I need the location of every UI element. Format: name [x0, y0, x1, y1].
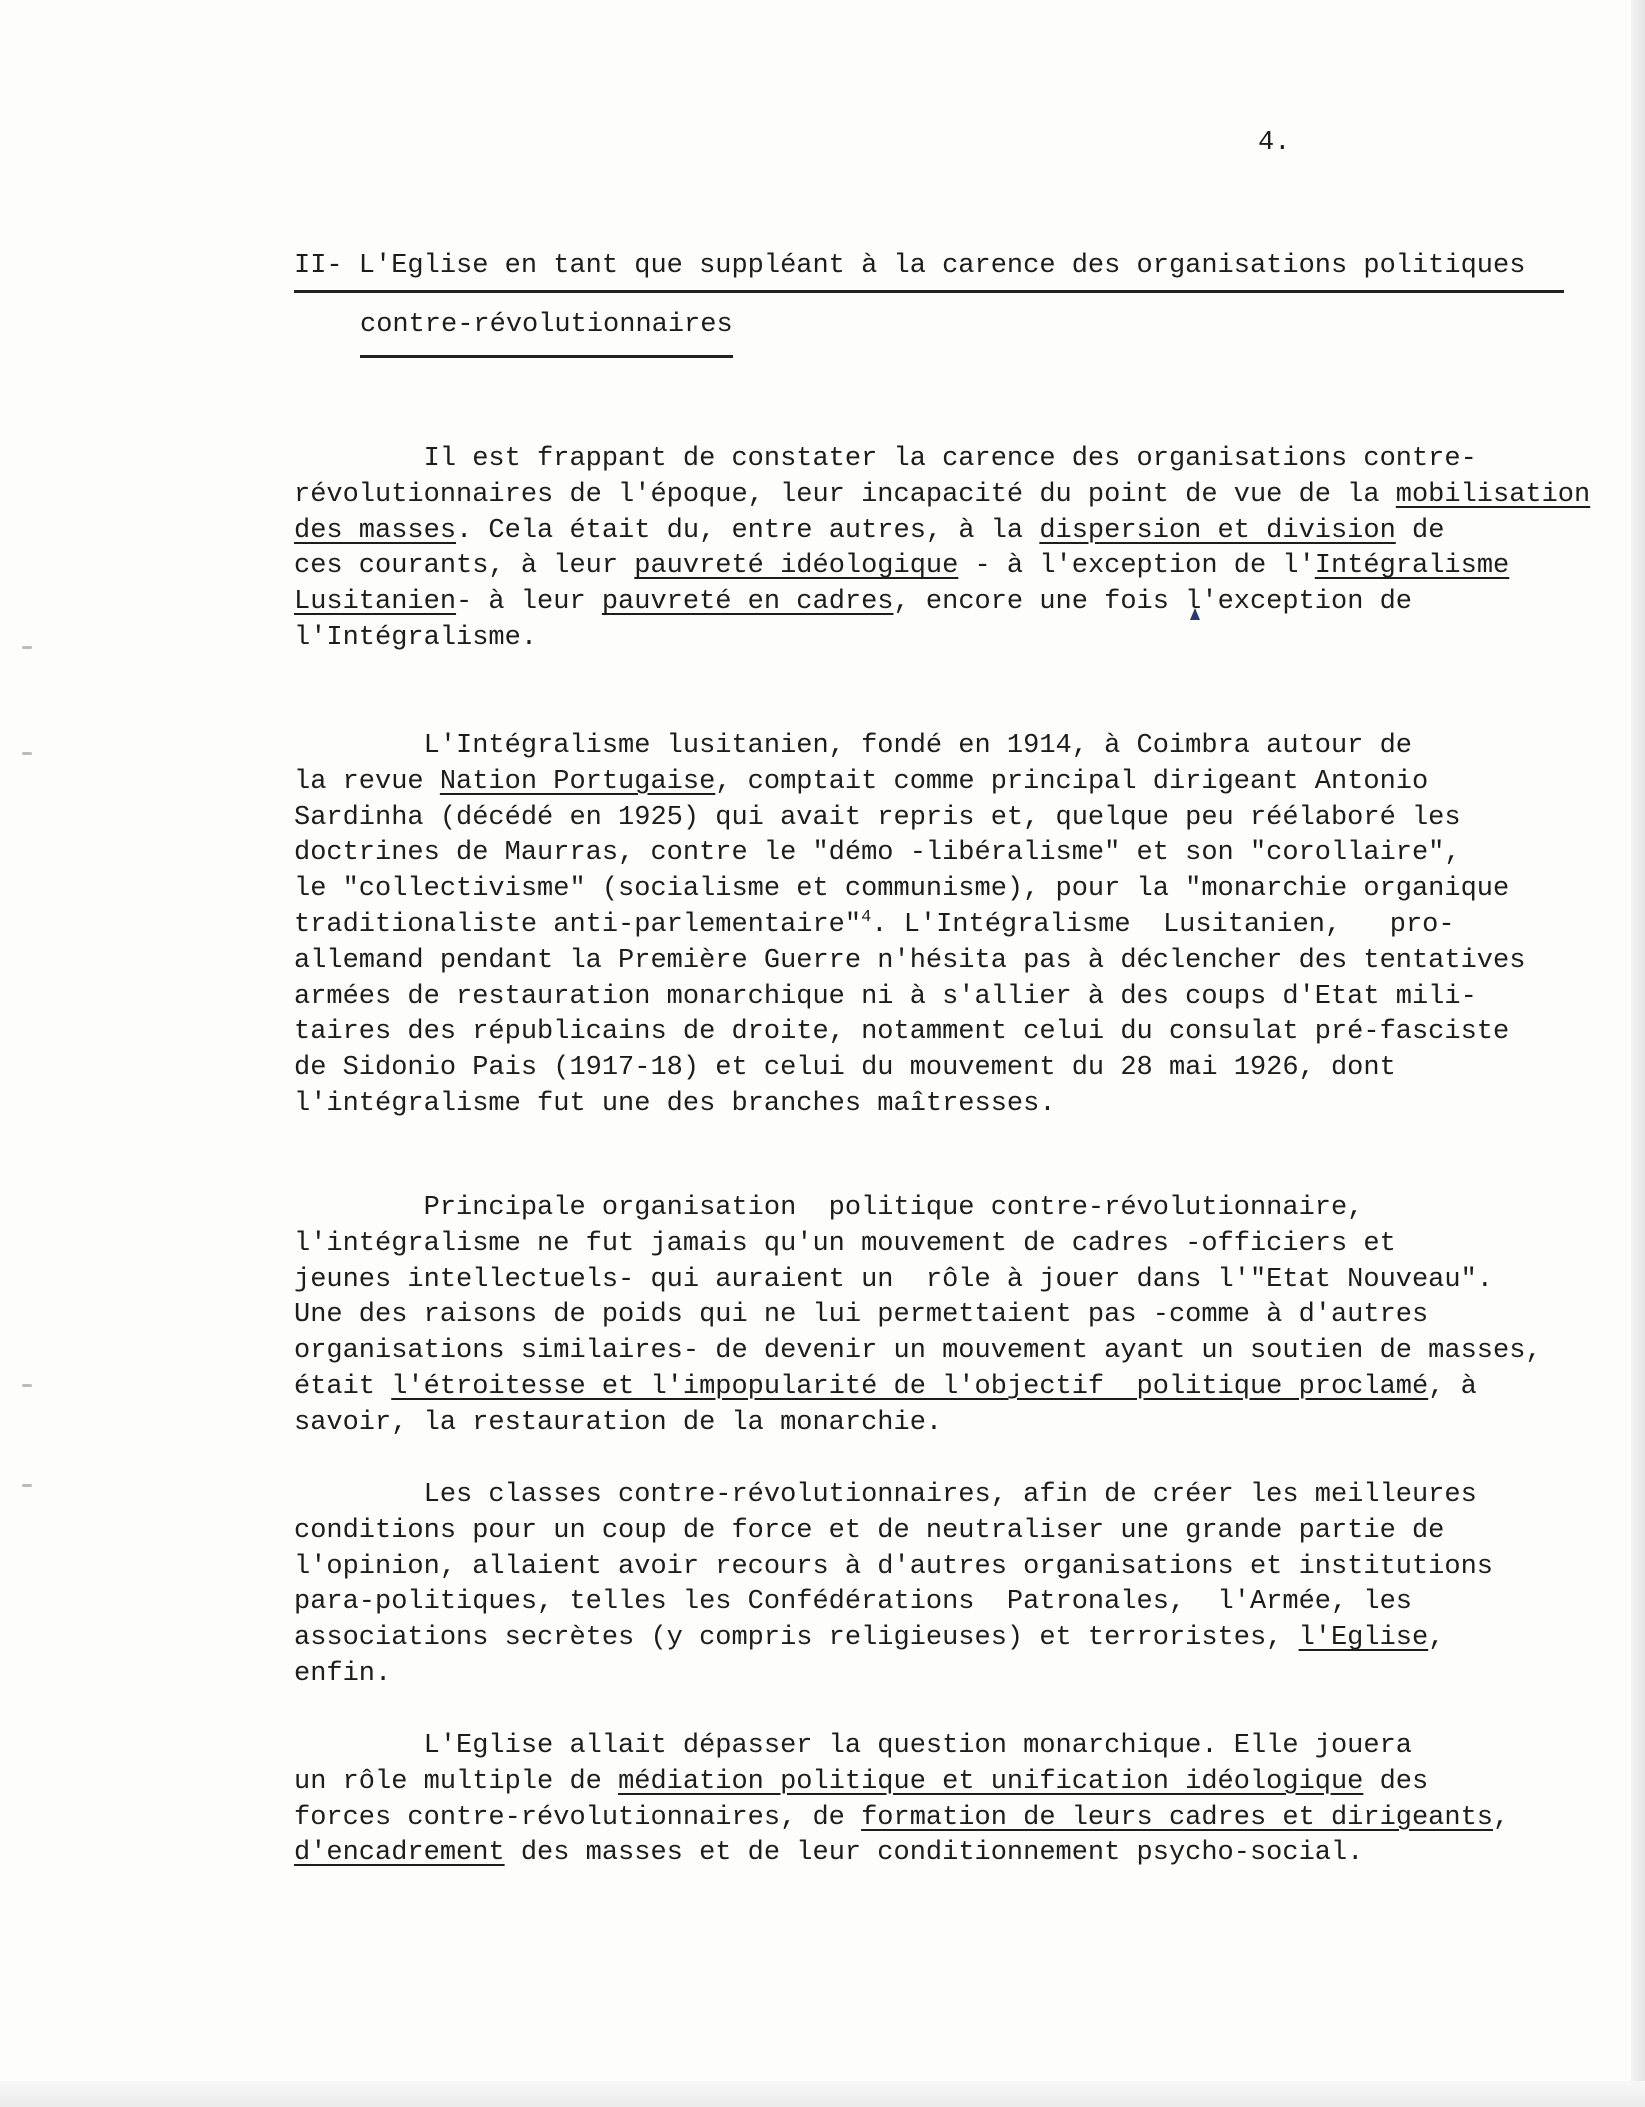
text-run: L'Intégralisme lusitanien, fondé en 1914, à Coimbra autour de: [294, 731, 1412, 761]
text-run: organisations similaires- de devenir un mouvement ayant un soutien de masses,: [294, 1336, 1542, 1367]
margin-mark: [22, 1384, 32, 1387]
text-run: , comptait comme principal dirigeant Antonio: [715, 766, 1429, 797]
underlined-text: des masses: [294, 515, 457, 546]
paragraph-3: [294, 1191, 1634, 1442]
text-run: - à l'exception de l': [958, 551, 1315, 582]
text-line: [294, 729, 1634, 765]
text-run: savoir, la restauration de la monarchie.: [294, 1407, 943, 1438]
text-line: [294, 944, 1634, 980]
text-line: [294, 1406, 1634, 1442]
text-run: - à leur: [456, 587, 602, 618]
text-run: des: [1363, 1766, 1429, 1797]
text-run: Il est frappant de constater la carence des organisations contre-: [294, 444, 1477, 474]
text-run: , encore une fois l'exception de: [893, 587, 1412, 618]
underlined-text: pauvreté en cadres: [601, 587, 894, 618]
text-run: doctrines de Maurras, contre le "démo -libéralisme" et son "corollaire",: [294, 838, 1461, 869]
text-line: [294, 1051, 1634, 1087]
text-line: [294, 908, 1634, 944]
text-line: [294, 765, 1634, 801]
text-line: [294, 549, 1634, 585]
text-run: , à: [1428, 1371, 1477, 1402]
text-line: [294, 1478, 1634, 1514]
text-run: des masses et de leur conditionnement psycho-social.: [504, 1838, 1364, 1869]
text-run: Sardinha (décédé en 1925) qui avait repris et, quelque peu réélaboré les: [294, 802, 1461, 833]
text-run: l'opinion, allaient avoir recours à d'autres organisations et institutions: [294, 1551, 1493, 1582]
text-line: [294, 1334, 1634, 1370]
underlined-text: Intégralisme: [1314, 551, 1510, 582]
text-run: L'Eglise allait dépasser la question monarchique. Elle jouera: [294, 1731, 1412, 1761]
text-run: révolutionnaires de l'époque, leur incapacité du point de vue de la: [294, 479, 1396, 510]
text-line: [294, 1765, 1634, 1801]
text-line: [294, 836, 1634, 872]
text-line: [294, 1801, 1634, 1837]
text-run: de: [1395, 515, 1445, 546]
underlined-text: Nation Portugaise: [439, 766, 716, 797]
text-line: [294, 1585, 1634, 1621]
text-run: était: [294, 1371, 392, 1402]
text-line: [294, 872, 1634, 908]
underlined-text: Lusitanien: [294, 587, 457, 618]
margin-mark: [22, 752, 32, 755]
text-line: [294, 585, 1634, 621]
paragraph-4: [294, 1478, 1634, 1693]
underlined-text: d'encadrement: [294, 1838, 505, 1869]
paragraph-5: [294, 1729, 1634, 1872]
text-run: traditionaliste anti-parlementaire": [294, 909, 862, 940]
text-run: para-politiques, telles les Confédérations Patronales, l'Armée, les: [294, 1587, 1412, 1618]
text-run: ces courants, à leur: [294, 551, 635, 582]
text-run: forces contre-révolutionnaires, de: [294, 1802, 862, 1833]
underlined-text: l'Eglise: [1298, 1623, 1429, 1654]
underlined-text: dispersion et division: [1039, 515, 1396, 546]
section-heading-line-2: contre-révolutionnaires: [360, 307, 733, 358]
section-heading-line-1: II- L'Eglise en tant que suppléant à la carence des organisations politiques: [294, 248, 1564, 293]
text-line: [294, 1227, 1634, 1263]
underlined-text: mobilisation: [1395, 479, 1591, 510]
margin-mark: [22, 646, 32, 649]
text-run: l'intégralisme ne fut jamais qu'un mouvement de cadres -officiers et: [294, 1228, 1396, 1259]
underlined-text: l'étroitesse et l'impopularité de l'objectif politique proclamé: [391, 1371, 1429, 1402]
text-line: [294, 801, 1634, 837]
text-line: [294, 1087, 1634, 1123]
text-run: . L'Intégralisme Lusitanien, pro-: [871, 909, 1455, 940]
text-line: [294, 1550, 1634, 1586]
text-run: l'Intégralisme.: [294, 622, 538, 653]
text-run: Une des raisons de poids qui ne lui permettaient pas -comme à d'autres: [294, 1300, 1429, 1331]
text-line: [294, 1298, 1634, 1334]
text-line: [294, 1015, 1634, 1051]
text-run: un rôle multiple de: [294, 1766, 619, 1797]
paragraph-2: [294, 729, 1634, 1123]
text-run: la revue: [294, 766, 440, 797]
text-line: [294, 514, 1634, 550]
text-line: [294, 1836, 1634, 1872]
text-run: taires des républicains de droite, notamment celui du consulat pré-fasciste: [294, 1017, 1510, 1048]
text-run: conditions pour un coup de force et de neutraliser une grande partie de: [294, 1515, 1445, 1546]
text-line: [294, 1657, 1634, 1693]
underlined-text: pauvreté idéologique: [634, 551, 959, 582]
text-line: [294, 1729, 1634, 1765]
text-line: [294, 1191, 1634, 1227]
text-run: de Sidonio Pais (1917-18) et celui du mouvement du 28 mai 1926, dont: [294, 1053, 1396, 1084]
text-run: jeunes intellectuels- qui auraient un rôle à jouer dans l'"Etat Nouveau".: [294, 1264, 1493, 1295]
footnote-ref: 4: [861, 907, 872, 927]
section-heading: [294, 248, 1564, 358]
text-run: . Cela était du, entre autres, à la: [456, 515, 1040, 546]
text-line: [294, 1621, 1634, 1657]
text-line: [294, 1370, 1634, 1406]
text-run: armées de restauration monarchique ni à s'allier à des coups d'Etat mili-: [294, 981, 1477, 1012]
text-run: associations secrètes (y compris religieuses) et terroristes,: [294, 1623, 1299, 1654]
text-run: Principale organisation politique contre-révolutionnaire,: [294, 1193, 1364, 1223]
margin-mark: [22, 1484, 32, 1487]
text-line: [294, 442, 1634, 478]
text-line: [294, 621, 1634, 657]
text-line: [294, 1263, 1634, 1299]
text-run: allemand pendant la Première Guerre n'hésita pas à déclencher des tentatives: [294, 945, 1526, 976]
text-line: [294, 980, 1634, 1016]
underlined-text: formation de leurs cadres et dirigeants: [861, 1802, 1493, 1833]
page-bottom-shadow: [0, 2081, 1645, 2107]
text-line: [294, 478, 1634, 514]
text-line: [294, 1514, 1634, 1550]
text-run: l'intégralisme fut une des branches maîtresses.: [294, 1088, 1056, 1119]
underlined-text: médiation politique et unification idéologique: [618, 1766, 1364, 1797]
text-run: ,: [1493, 1802, 1510, 1833]
page-number: 4.: [1258, 128, 1291, 158]
text-run: Les classes contre-révolutionnaires, afin de créer les meilleures: [294, 1480, 1477, 1510]
text-run: le "collectivisme" (socialisme et communisme), pour la "monarchie organique: [294, 874, 1510, 905]
paragraph-1: [294, 442, 1634, 657]
text-run: enfin.: [294, 1658, 392, 1689]
text-run: ,: [1428, 1623, 1445, 1654]
